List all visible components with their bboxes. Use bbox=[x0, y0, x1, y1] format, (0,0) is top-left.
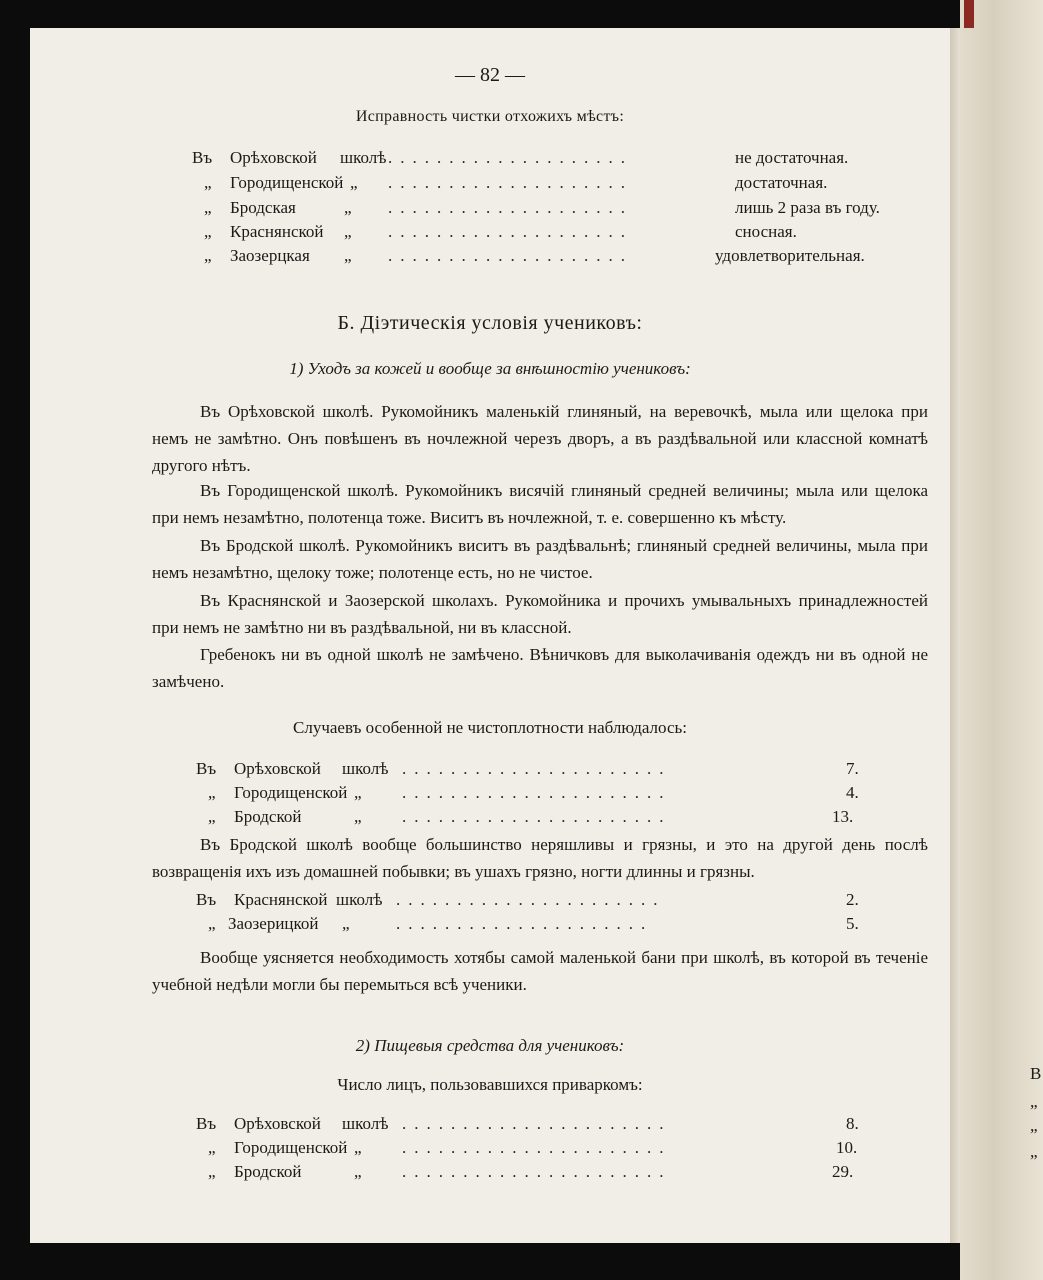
row-prefix: Въ bbox=[196, 759, 217, 778]
leader-dots: ...................... bbox=[402, 759, 672, 778]
row-prefix: „ bbox=[204, 222, 212, 241]
leader-dots: ..................... bbox=[396, 914, 654, 933]
count-value: 2. bbox=[846, 890, 859, 909]
school-word: „ bbox=[344, 222, 352, 241]
school-name: Орѣховской bbox=[234, 1114, 321, 1133]
school-name: Бродской bbox=[234, 1162, 302, 1181]
page-number: — 82 — bbox=[455, 64, 525, 86]
school-name: Орѣховской bbox=[230, 148, 317, 167]
school-word: „ bbox=[344, 246, 352, 265]
document-page bbox=[30, 28, 950, 1243]
leader-dots: ...................... bbox=[402, 1138, 672, 1157]
school-name: Бродская bbox=[230, 198, 296, 217]
school-name: Заозерцкая bbox=[230, 246, 310, 265]
leader-dots: ...................... bbox=[402, 1162, 672, 1181]
subsection-title: 2) Пищевыя средства для учениковъ: bbox=[355, 1036, 625, 1055]
row-prefix: „ bbox=[208, 914, 216, 933]
row-prefix: Въ bbox=[196, 890, 217, 909]
cleaning-row bbox=[192, 198, 912, 222]
count-value: 13. bbox=[832, 807, 854, 826]
uncleanliness-heading: Случаевъ особенной не чистоплотности наблюдалось: bbox=[293, 718, 687, 737]
school-name: Городищенской bbox=[234, 783, 348, 802]
count-value: 4. bbox=[846, 783, 859, 802]
cleaning-value: достаточная. bbox=[735, 173, 828, 192]
school-name: Краснянской bbox=[234, 890, 328, 909]
count-row bbox=[196, 759, 896, 783]
cleaning-value: сносная. bbox=[735, 222, 797, 241]
school-name: Городищенской bbox=[234, 1138, 348, 1157]
school-word: школѣ bbox=[342, 759, 389, 778]
paragraph: Въ Краснянской и Заозерской школахъ. Рукомойника и прочихъ умывальныхъ принадлежностей при немъ не замѣтно ни въ раздѣвальной, ни въ классной. bbox=[152, 591, 928, 637]
leader-dots: .................... bbox=[388, 222, 633, 241]
school-word: школѣ bbox=[336, 890, 383, 909]
school-word: „ bbox=[342, 914, 350, 933]
next-page-mark: „ bbox=[1030, 1092, 1038, 1111]
paragraph: Въ Бродской школѣ. Рукомойникъ виситъ въ раздѣвальнѣ; глиняный средней величины, мыла при немъ незамѣтно, щелоку тоже; полотенце есть, но не чистое. bbox=[152, 536, 928, 582]
school-name: Заозерицкой bbox=[228, 914, 319, 933]
paragraph: Гребенокъ ни въ одной школѣ не замѣчено. Вѣничковъ для выколачиванія одеждъ ни въ одной не замѣчено. bbox=[152, 645, 928, 691]
row-prefix: Въ bbox=[196, 1114, 217, 1133]
cleaning-row bbox=[192, 222, 912, 246]
school-word: школѣ bbox=[342, 1114, 389, 1133]
row-prefix: „ bbox=[204, 173, 212, 192]
school-word: „ bbox=[344, 198, 352, 217]
count-row bbox=[196, 890, 896, 914]
row-prefix: „ bbox=[204, 198, 212, 217]
cleaning-row bbox=[192, 148, 912, 172]
next-page-strip bbox=[960, 0, 1043, 1280]
school-name: Бродской bbox=[234, 807, 302, 826]
cleaning-row bbox=[192, 246, 912, 270]
count-row bbox=[196, 1162, 896, 1186]
count-value: 8. bbox=[846, 1114, 859, 1133]
cleaning-value: удовлетворительная. bbox=[715, 246, 865, 265]
cleaning-row bbox=[192, 173, 912, 197]
count-value: 10. bbox=[836, 1138, 858, 1157]
school-name: Краснянской bbox=[230, 222, 324, 241]
row-prefix: „ bbox=[208, 783, 216, 802]
row-prefix: Въ bbox=[192, 148, 213, 167]
school-word: „ bbox=[354, 1138, 362, 1157]
count-row bbox=[196, 807, 896, 831]
next-page-mark: „ bbox=[1030, 1116, 1038, 1135]
count-row bbox=[196, 783, 896, 807]
count-value: 29. bbox=[832, 1162, 854, 1181]
leader-dots: .................... bbox=[388, 148, 633, 167]
leader-dots: ...................... bbox=[396, 890, 666, 909]
next-page-letter: В bbox=[1030, 1064, 1042, 1083]
paragraph: Въ Бродской школѣ вообще большинство неряшливы и грязны, и это на другой день послѣ возвращенія ихъ изъ домашней побывки; въ ушахъ грязно, ногти длинны и грязны. bbox=[152, 835, 928, 881]
leader-dots: ...................... bbox=[402, 783, 672, 802]
binding-edge bbox=[964, 0, 974, 28]
count-row bbox=[196, 1114, 896, 1138]
row-prefix: „ bbox=[204, 246, 212, 265]
cleaning-value: не достаточная. bbox=[735, 148, 849, 167]
next-page-mark: „ bbox=[1030, 1142, 1038, 1161]
school-word: „ bbox=[354, 783, 362, 802]
row-prefix: „ bbox=[208, 1162, 216, 1181]
school-name: Городищенской bbox=[230, 173, 344, 192]
count-row bbox=[196, 1138, 896, 1162]
count-row bbox=[196, 914, 896, 938]
school-word: школѣ bbox=[340, 148, 387, 167]
leader-dots: .................... bbox=[388, 173, 633, 192]
paragraph: Вообще уясняется необходимость хотябы самой маленькой бани при школѣ, въ которой въ теченіе учебной недѣли могли бы перемыться всѣ ученики. bbox=[152, 948, 928, 994]
leader-dots: .................... bbox=[388, 246, 633, 265]
paragraph: Въ Орѣховской школѣ. Рукомойникъ маленькій глиняный, на веревочкѣ, мыла или щелока при немъ не замѣтно. Онъ повѣшенъ въ ночлежной черезъ дворъ, а въ раздѣвальной или классной комнатѣ другого нѣтъ. bbox=[152, 402, 928, 475]
section-title: Б. Діэтическія условія учениковъ: bbox=[337, 312, 643, 334]
subsection-title: 1) Уходъ за кожей и вообще за внѣшностію учениковъ: bbox=[289, 359, 691, 378]
paragraph: Въ Городищенской школѣ. Рукомойникъ висячій глиняный средней величины; мыла или щелока при немъ незамѣтно, полотенца тоже. Виситъ въ ночлежной, т. е. совершенно къ мѣсту. bbox=[152, 481, 928, 527]
row-prefix: „ bbox=[208, 807, 216, 826]
school-word: „ bbox=[354, 1162, 362, 1181]
page-gutter bbox=[950, 28, 960, 1243]
leader-dots: ...................... bbox=[402, 807, 672, 826]
school-name: Орѣховской bbox=[234, 759, 321, 778]
school-word: „ bbox=[350, 173, 358, 192]
cleaning-value: лишь 2 раза въ году. bbox=[735, 198, 880, 217]
count-value: 7. bbox=[846, 759, 859, 778]
cleaning-heading: Исправность чистки отхожихъ мѣстъ: bbox=[355, 108, 625, 125]
school-word: „ bbox=[354, 807, 362, 826]
cooking-heading: Число лицъ, пользовавшихся приваркомъ: bbox=[337, 1075, 643, 1094]
row-prefix: „ bbox=[208, 1138, 216, 1157]
count-value: 5. bbox=[846, 914, 859, 933]
leader-dots: ...................... bbox=[402, 1114, 672, 1133]
leader-dots: .................... bbox=[388, 198, 633, 217]
